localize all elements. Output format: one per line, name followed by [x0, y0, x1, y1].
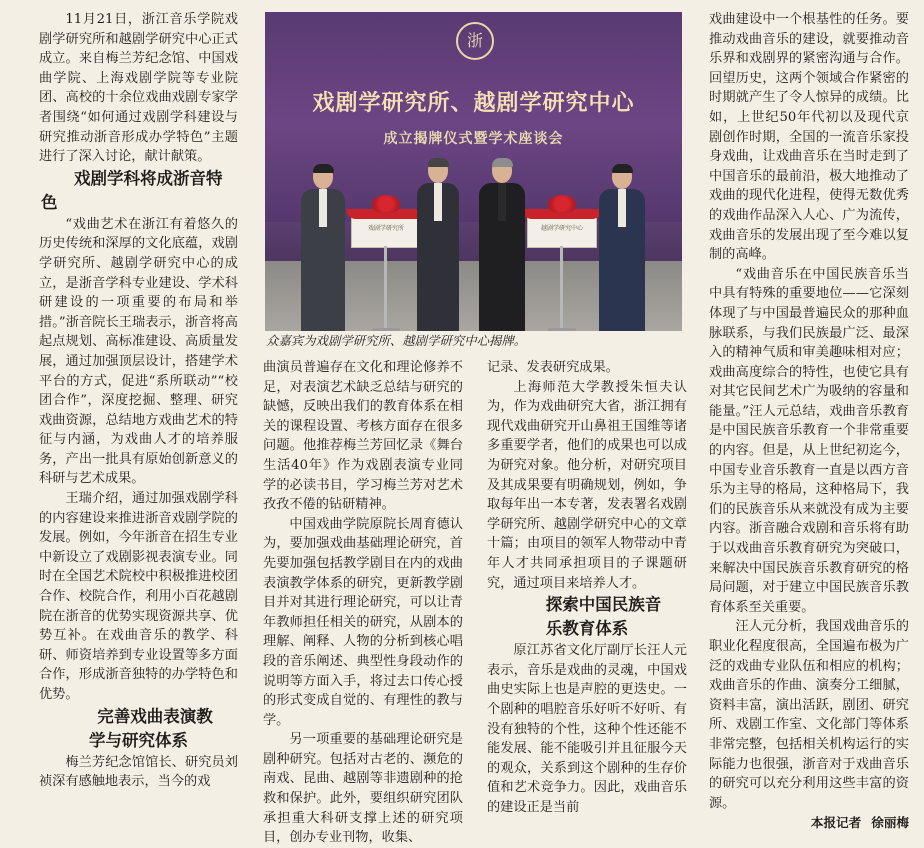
plaque-right-text: 越剧学研究中心: [540, 225, 583, 232]
plaque-right: [527, 210, 597, 248]
guest-figure: [301, 165, 345, 331]
school-logo: 浙: [456, 22, 494, 60]
red-bow: [548, 195, 576, 213]
photo-caption: 众嘉宾为戏剧学研究所、越剧学研究中心揭牌。: [266, 333, 527, 348]
plaque-stand: [384, 246, 387, 330]
guest-figure: [599, 165, 645, 331]
event-photo: [265, 12, 682, 331]
section-heading: 戏剧学科将成浙音特色: [41, 168, 223, 212]
article-column-2: [263, 358, 463, 848]
paragraph: 曲演员普遍存在文化和理论修养不足，对表演艺术缺乏总结与研究的缺憾，反映出我们的教育体系在相关的课程设置、考核方面存在很多问题。他推荐梅兰芳回忆录《舞台生活40年》作为戏剧表演专业同学的必读书目，学习梅兰芳对艺术孜孜不倦的钻研精神。: [263, 360, 463, 513]
plaque-left: [351, 210, 421, 248]
guest-figure: [479, 159, 525, 331]
paragraph: 记录、发表研究成果。: [487, 360, 619, 375]
paragraph: 另一项重要的基础理论研究是剧种研究。包括对古老的、濒危的南戏、昆曲、越剧等非遗剧种的抢救和保护。此外，要组织研究团队承担重大科研支撑上述的研究项目，创办专业刊物，收集、: [263, 732, 463, 846]
paragraph: 梅兰芳纪念馆馆长、研究员刘祯深有感触地表示，当今的戏: [39, 754, 238, 790]
plaque-stand-base: [548, 328, 576, 331]
plaque-left-text: 戏剧学研究所: [367, 225, 404, 232]
paragraph: 戏曲建设中一个根基性的任务。要推动戏曲音乐的建设，就要推动音乐界和戏剧界的紧密沟通与合作。回望历史，这两个领域合作紧密的时期就产生了令人惊异的成绩。比如，上世纪50年代初以及现代京剧创作时期，全国的一流音乐家投身戏曲，让戏曲音乐在当时走到了中国音乐的最前沿，极大地推动了戏曲的现代化进程，使得无数优秀的戏曲作品深入人心、广为流传，戏曲音乐的发展出现了至今难以复制的高峰。: [709, 12, 909, 263]
guest-figure: [417, 159, 459, 331]
paragraph: 汪人元分析，我国戏曲音乐的职业化程度很高，全国遍布极为广泛的戏曲专业队伍和相应的机构；戏曲音乐的作曲、演奏分工细腻，资料丰富，演出活跃，剧团、研究所、戏剧工作室、文化部门等体系非常完整，包括相关机构运行的实际能力也很强，浙音对于戏曲音乐的研究可以充分利用这些丰富的资源。: [709, 619, 909, 811]
paragraph: “戏曲艺术在浙江有着悠久的历史传统和深厚的文化底蕴，戏剧学研究所、越剧学研究中心的成立，是浙音学科专业建设、学术科研建设的一项重要的布局和举措。”浙音院长王瑞表示，浙音将高起点规划、高标准建设、高质量发展，通过加强顶层设计，搭建学术平台的方式，促进“系所联动”“校团合作”，深度挖掘、整理、研究戏曲资源，总结地方戏曲艺术的特征与内涵，为戏曲人才的培养服务，产出一批具有原始创新意义的科研与艺术成果。: [39, 216, 238, 487]
article-column-1: [39, 10, 238, 792]
article-column-4: [709, 10, 909, 833]
article-column-3: [487, 358, 687, 817]
byline: [709, 813, 909, 833]
plaque-stand: [560, 246, 563, 330]
paragraph: 上海师范大学教授朱恒夫认为，作为戏曲研究大省，浙江拥有现代戏曲研究开山鼻祖王国维等诸多重要学者，他们的成果也可以成为研究对象。他分析，对研究项目及其成果要有明确规划，例如，争取每年出一本专著，发表署名戏剧学研究所、越剧学研究中心的文章十篇；由项目的领军人物带动中青年人才共同承担项目的子课题研究，通过项目来培养人才。: [487, 379, 687, 591]
section-heading: 完善戏曲表演教学与研究体系: [89, 706, 213, 750]
plaque-stand-base: [372, 328, 400, 331]
red-bow: [372, 195, 400, 213]
banner-subtitle: 成立揭牌仪式暨学术座谈会: [383, 131, 564, 147]
paragraph: 王瑞介绍，通过加强戏剧学科的内容建设来推进浙音戏剧学院的发展。例如，今年浙音在招生专业中新设立了戏剧影视表演专业。同时在全国艺术院校中积极推进校团合作、校院合作，利用小百花越剧院在浙音的优势实现资源共享、优势互补。在戏曲音乐的教学、科研、师资培养到专业设置等多方面合作，形成浙音独特的办学特色和优势。: [39, 491, 238, 702]
paragraph: “戏曲音乐在中国民族音乐当中具有特殊的重要地位——它深刻体现了与中国最普遍民众的那种血脉联系，与我们民族最广泛、最深入的精神气质和审美趣味相对应；戏曲高度综合的特性，也使它具有对其它民间艺术广为吸纳的容量和能量。”汪人元总结，戏曲音乐教育是中国民族音乐教育一个非常重要的内容。但是，从上世纪初迄今，中国专业音乐教育一直是以西方音乐为主导的格局，这种格局下，我们的民族音乐从来就没有成为主要内容。浙音融合戏剧和音乐将有助于以戏曲音乐教育研究为突破口，来解决中国民族音乐教育研究的格局问题，对于建立中国民族音乐教育体系至关重要。: [709, 266, 909, 615]
byline-role: 本报记者: [810, 815, 862, 831]
paragraph: 中国戏曲学院原院长周育德认为，要加强戏曲基础理论研究，首先要加强包括教学剧目在内的戏曲表演教学体系的研究，更新教学剧目并对其进行理论研究，可以让青年教师担任相关的研究，从剧本的理解、阐释、人物的分析到核心唱段的音乐阐述、典型性身段动作的说明等方面入手，将过去口传心授的形式变成自觉的、有理性的教与学。: [263, 516, 463, 728]
paragraph: 11月21日，浙江音乐学院戏剧学研究所和越剧学研究中心正式成立。来自梅兰芳纪念馆、中国戏曲学院、上海戏剧学院等专业院团、高校的十余位戏曲戏剧专家学者围绕“如何通过戏剧学科建设与研究推动浙音形成办学特色”主题进行了深入讨论，献计献策。: [39, 12, 238, 165]
byline-name: 徐丽梅: [871, 815, 909, 831]
banner-title: 戏剧学研究所、越剧学研究中心: [312, 90, 635, 116]
paragraph: 原江苏省文化厅副厅长汪人元表示，音乐是戏曲的灵魂，中国戏曲史实际上也是声腔的更迭史。一个剧种的唱腔音乐好听不好听、有没有独特的个性，这种个性还能不能发展、能不能吸引并且征服今天的观众，关系到这个剧种的生存价值和艺术竞争力。因此，戏曲音乐的建设正是当前: [487, 643, 687, 815]
section-heading: 探索中国民族音乐教育体系: [545, 595, 662, 639]
